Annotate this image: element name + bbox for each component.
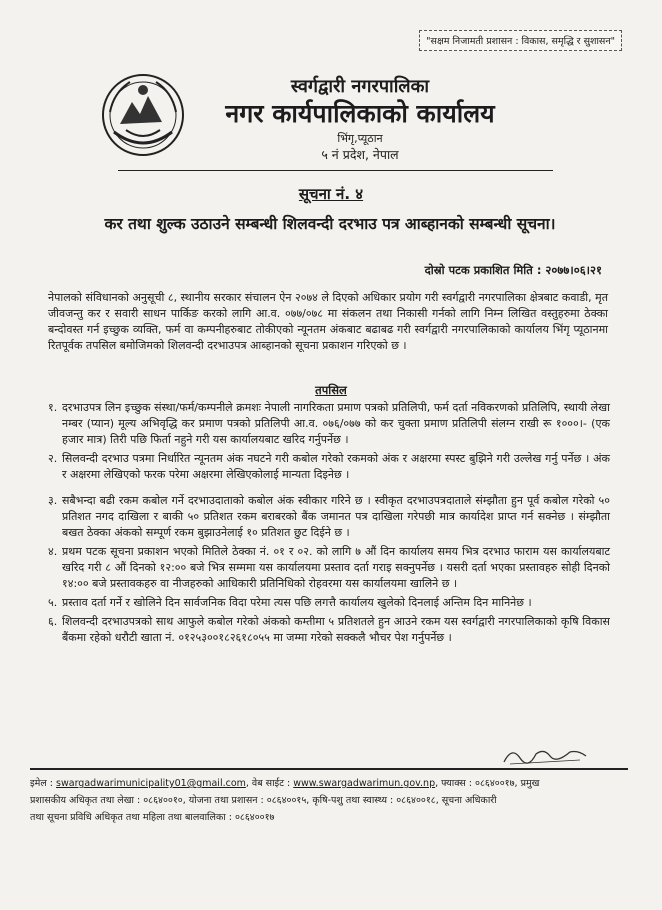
office-name: नगर कार्यपालिकाको कार्यालय xyxy=(225,99,495,128)
footer-line3: तथा सूचना प्रविधि अधिकृत तथा महिला तथा बालवालिका : ०८६४००१७ xyxy=(30,812,275,823)
item-text: दरभाउपत्र लिन इच्छुक संस्था/फर्म/कम्पनीले क्रमशः नेपाली नागरिकता प्रमाण पत्रको प्रतिलिपी, फर्म दर्ता नविकरणको प्रतिलिपि, स्थायी लेखा नम्बर (प्यान) मूल्य अभिवृद्धि कर प्रमाण पत्रको प्रतिलिपी आ.व. ०७६/०७७ को कर चुक्ता प्रमाण प्रतिलिपी संलग्न राखी रू १०००।- (एक हजार मात्र) तिरी पछि फिर्ता नहुने गरी यस कार्यालयबाट खरिद गर्नुपर्नेछ । xyxy=(62,401,610,446)
notice-title: कर तथा शुल्क उठाउने सम्बन्धी शिलवन्दी दरभाउ पत्र आब्हानको सम्बन्धी सूचना। xyxy=(104,215,556,233)
office-place: भिंगृ,प्यूठान xyxy=(337,132,383,145)
footer-divider xyxy=(30,768,628,770)
item-number: ४. xyxy=(48,545,58,558)
footer-line1-rest: , फ्याक्स : ०८६४००१७, प्रमुख xyxy=(435,778,540,789)
list-item xyxy=(48,544,610,592)
list-item xyxy=(48,451,610,483)
notice-number: सूचना नं. ४ xyxy=(298,185,364,203)
notice-intro: नेपालको संविधानको अनुसूची ८, स्थानीय सरकार संचालन ऐन २०७४ ले दिएको अधिकार प्रयोग गरी स्वर्गद्वारी नगरपालिका क्षेत्रबाट कवाडी, मृत जीवजन्तु कर र सवारी साधन पार्किङ करको लागि आ.व. ०७७/०७८ मा संकलन तथा निकासी गर्नको लागि निम्न लिखित वस्तुहरुमा ठेक्का बन्दोवस्त गर्न इच्छुक व्यक्ति, फर्म वा कम्पनीहरुबाट तोकीएको न्यूनतम अंकबाट बढाबढ गरी स्वर्गद्वारी नगरपालिकाको कार्यालय भिंगृ प्यूठानमा रितपूर्वक तपसिल बमोजिमको शिलवन्दी दरभाउपत्र आब्हानको सूचना प्रकाशन गरिएको छ । xyxy=(48,291,608,352)
list-item xyxy=(48,400,610,448)
signature-icon xyxy=(500,742,590,768)
email-label: इमेल : xyxy=(30,778,57,789)
item-text: सिलवन्दी दरभाउ पत्रमा निर्धारित न्यूनतम अंक नघटने गरी कबोल गरेको रकमको अंक र अक्षरमा स्पस्ट बुझिने गरी उल्लेख गर्नु पर्नेछ । अंक र अक्षरमा लेखिएको फरक परेमा अक्षरमा लेखिएकोलाई मान्यता दिइनेछ । xyxy=(62,452,610,481)
conditions-list xyxy=(48,400,610,649)
publication-date: दोस्रो पटक प्रकाशित मिति : २०७७।०६।२१ xyxy=(424,263,602,277)
item-number: २. xyxy=(48,452,58,465)
item-text: सबैभन्दा बढी रकम कबोल गर्ने दरभाउदाताको कबोल अंक स्वीकार गरिने छ । स्वीकृत दरभाउपत्रदाताले संम्झौता हुन पूर्व कबोल गरेको ५० प्रतिशत नगद दाखिला र बाकी ५० प्रतिशत रकम बराबरको बैंक जमानत पत्र दाखिला गरेपछी मात्र कार्यादेश प्राप्त गर्न सक्नेछ । संम्झौता बखत ठेक्का अंकको सम्पूर्ण रकम बुझाउनेलाई १० प्रतिशत छुट दिईने छ । xyxy=(62,494,610,539)
website-label: , वेब साईट : xyxy=(245,778,294,789)
tapsil-heading: तपसिल xyxy=(315,383,347,397)
list-item xyxy=(48,614,610,646)
item-number: ५. xyxy=(48,596,58,609)
motto-box: "सक्षम निजामती प्रशासन : विकास, समृद्धि र सुशासन" xyxy=(419,30,622,51)
footer-contacts xyxy=(30,775,628,826)
item-text: प्रस्ताव दर्ता गर्ने र खोलिने दिन सार्वजनिक विदा परेमा त्यस पछि लगत्तै कार्यालय खुलेको दिनलाई अन्तिम दिन मानिनेछ । xyxy=(62,596,532,609)
item-number: ६. xyxy=(48,615,58,628)
list-item xyxy=(48,595,610,611)
item-text: प्रथम पटक सूचना प्रकाशन भएको मितिले ठेक्का नं. ०१ र ०२. को लागि ७ औं दिन कार्यालय समय भित्र दरभाउ फाराम यस कार्यालयबाट खरिद गरी ८ औं दिनको १२:०० बजे भित्र सम्ममा यस कार्यालयमा प्रस्ताव दर्ता गराइ सक्नुपर्नेछ । यसरी दर्ता भएका प्रस्तावहरु सोही दिनको १४:०० बजे प्रस्तावकहरु वा नीजहरुको आधिकारी प्रतिनिधिको रोहवरमा यस कार्यालयमा खालिने छ । xyxy=(62,545,610,590)
letterhead xyxy=(190,76,530,163)
email-link[interactable]: swargadwarimunicipality01@gmail.com xyxy=(56,778,246,789)
footer-line2: प्रशासकीय अधिकृत तथा लेखा : ०८६४००१०, योजना तथा प्रशासन : ०८६४००१५, कृषि-पशु तथा स्वास्थ्य : ०८६४००१८, सूचना अधिकारी xyxy=(30,795,497,806)
municipality-name: स्वर्गद्वारी नगरपालिका xyxy=(290,76,430,97)
list-item xyxy=(48,493,610,541)
header-divider xyxy=(118,170,553,171)
website-link[interactable]: www.swargadwarimun.gov.np xyxy=(293,778,436,789)
item-text: शिलवन्दी दरभाउपत्रको साथ आफुले कबोल गरेको अंकको कम्तीमा ५ प्रतिशतले हुन आउने रकम यस स्वर्गद्वारी नगरपालिकाको कृषि विकास बैंकमा रहेको धरौटी खाता नं. ०१२५३००१८२६१८०५५ मा जम्मा गरेको सक्कलै भौचर पेश गर्नुपर्नेछ । xyxy=(62,615,610,644)
government-emblem-icon xyxy=(100,72,186,158)
item-number: ३. xyxy=(48,494,58,507)
province: ५ नं प्रदेश, नेपाल xyxy=(321,147,399,162)
item-number: १. xyxy=(48,401,58,414)
